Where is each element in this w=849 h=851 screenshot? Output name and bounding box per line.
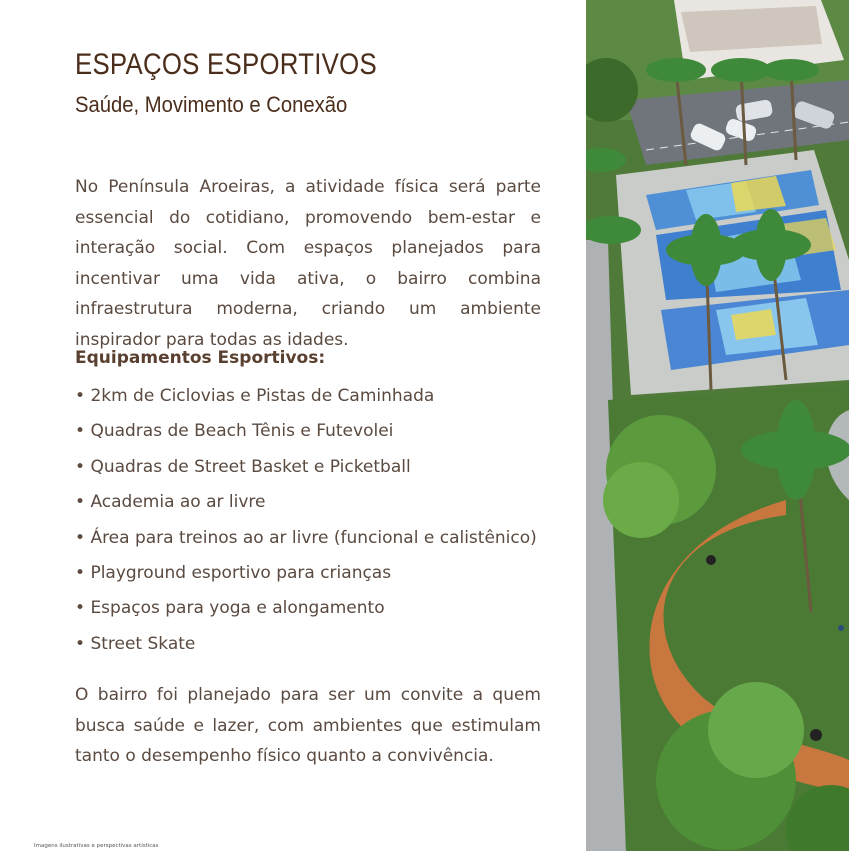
page-subtitle: Saúde, Movimento e Conexão: [75, 92, 348, 117]
list-item: • Playground esportivo para crianças: [75, 559, 537, 594]
list-item: • Quadras de Beach Tênis e Futevolei: [75, 417, 537, 452]
list-item: • Área para treinos ao ar livre (funcional e calistênico): [75, 524, 537, 559]
equipment-list: [75, 382, 537, 665]
list-item: • Espaços para yoga e alongamento: [75, 594, 537, 629]
aerial-illustration: [586, 0, 849, 851]
intro-paragraph: No Península Aroeiras, a atividade física será parte essencial do cotidiano, promovendo bem-estar e interação social. Com espaços planejados para incentivar uma vida ativa, o bairro combina infraestrutura moderna, criando um ambiente inspirador para todas as idades.: [75, 177, 541, 350]
page-title: ESPAÇOS ESPORTIVOS: [75, 48, 377, 81]
footnote: Imagens ilustrativas e perspectivas artísticas: [34, 843, 159, 849]
list-item: • Academia ao ar livre: [75, 488, 537, 523]
closing-paragraph: O bairro foi planejado para ser um convite a quem busca saúde e lazer, com ambientes que estimulam tanto o desempenho físico quanto a convivência.: [75, 685, 541, 766]
aerial-sports-area-image: [586, 0, 849, 851]
list-item: • 2km de Ciclovias e Pistas de Caminhada: [75, 382, 537, 417]
list-item: • Quadras de Street Basket e Picketball: [75, 453, 537, 488]
list-item: • Street Skate: [75, 630, 537, 665]
equipment-heading: Equipamentos Esportivos:: [75, 348, 326, 368]
